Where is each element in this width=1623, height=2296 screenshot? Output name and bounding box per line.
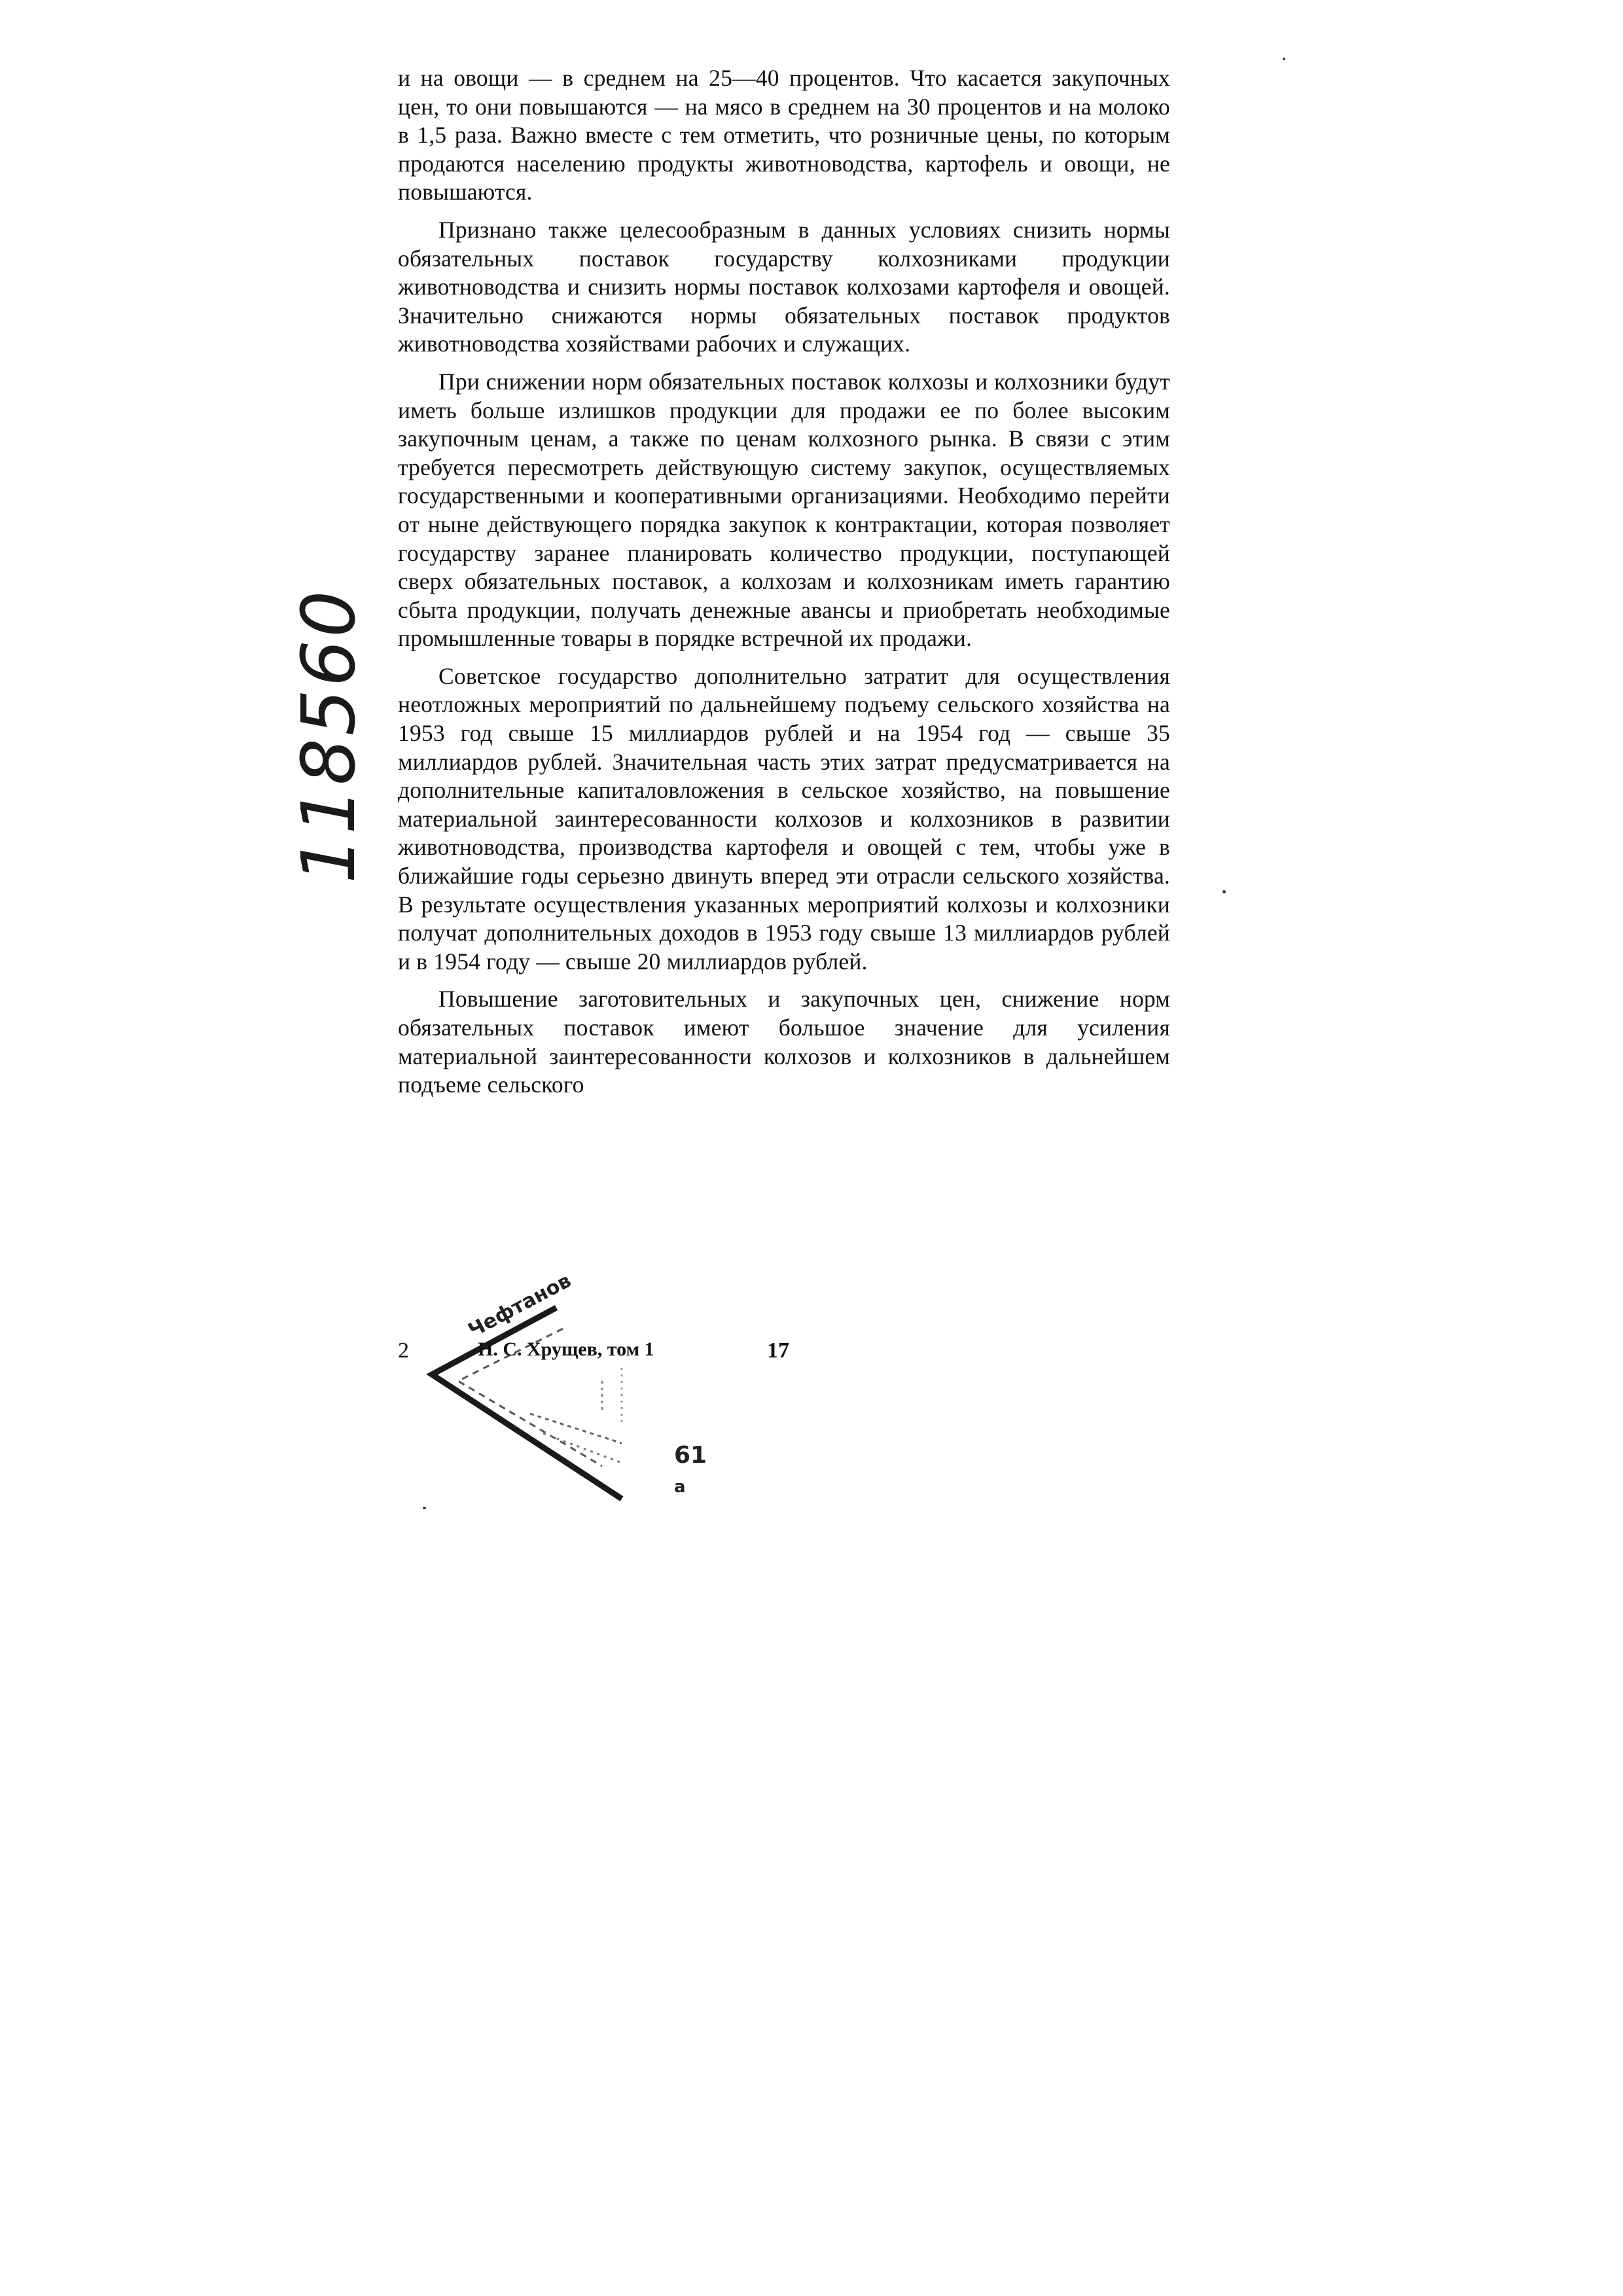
paragraph-2: Признано также целесообразным в данных условиях снизить нормы обязательных поставок государству колхозниками продукции животноводства и снизить нормы поставок колхозами картофеля и овощей. Значительно снижаются нормы обязательных поставок продуктов животноводства хозяйствами рабочих и служащих.	[398, 216, 1170, 357]
library-stamp	[406, 1269, 746, 1512]
paragraph-1: и на овощи — в среднем на 25—40 процентов. Что касается закупочных цен, то они повышаются — на мясо в среднем на 30 процентов и на молоко в 1,5 раза. Важно вместе с тем отметить, что розничные цены, по которым продаются населению продукты животноводства, картофель и овощи, не повышаются.	[398, 65, 1170, 206]
scan-speck	[1283, 58, 1285, 60]
paragraph-3: При снижении норм обязательных поставок колхозы и колхозники будут иметь больше излишков продукции для продажи ее по более высоким закупочным ценам, а также по ценам колхозного рынка. В связи с этим требуется пересмотреть действующую систему закупок, осуществляемых государственными и кооперативными организациями. Необходимо перейти от ныне действующего порядка закупок к контрактации, которая позволяет государству заранее планировать количество продукции, поступающей сверх обязательных поставок, а колхозам и колхозникам иметь гарантию сбыта продукции, получать денежные авансы и приобретать необходимые промышленные товары в порядке встречной их продажи.	[398, 368, 1170, 652]
running-footer-title: Н. С. Хрущев, том 1	[478, 1338, 654, 1360]
paragraph-5: Повышение заготовительных и закупочных цен, снижение норм обязательных поставок имеют большое значение для усиления материальной заинтересованности колхозов и колхозников в дальнейшем подъеме сельского	[398, 986, 1170, 1098]
signature-mark: 2	[398, 1338, 409, 1363]
page-number: 17	[767, 1338, 789, 1363]
paragraph-4: Советское государство дополнительно затратит для осуществления неотложных мероприятий по дальнейшему подъему сельского хозяйства на 1953 год свыше 15 миллиардов рублей и на 1954 год — свыше 35 миллиардов рублей. Значительная часть этих затрат предусматривается на дополнительные капиталовложения в сельское хозяйство, на повышение материальной заинтересованности колхозов и колхозников в развитии животноводства, производства картофеля и овощей с тем, чтобы уже в ближайшие годы серьезно двинуть вперед эти отрасли сельского хозяйства. В результате осуществления указанных мероприятий колхозы и колхозники получат дополнительных доходов в 1953 году свыше 13 миллиардов рублей и в 1954 году — свыше 20 миллиардов рублей.	[398, 662, 1170, 975]
scan-speck	[423, 1507, 426, 1509]
scan-speck	[1222, 890, 1226, 893]
page-body-text	[398, 64, 1170, 1100]
handwritten-inventory-number: 118560	[287, 588, 372, 884]
svg-text:а: а	[674, 1477, 686, 1497]
stamp-outline-icon	[406, 1302, 746, 1512]
stamp-text: Чефтанов	[465, 1269, 575, 1342]
svg-text:61: 61	[674, 1442, 707, 1469]
